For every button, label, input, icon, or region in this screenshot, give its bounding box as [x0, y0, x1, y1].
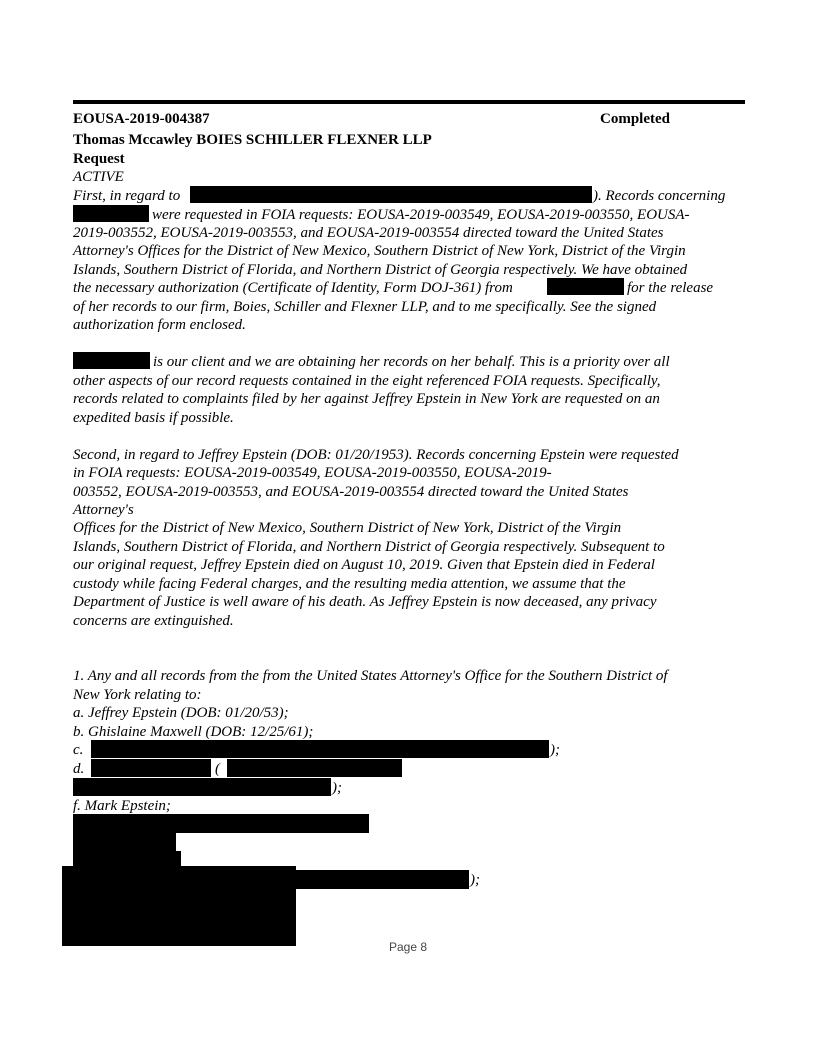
- header-rule: [73, 100, 745, 104]
- para3-line9: Department of Justice is well aware of his death. As Jeffrey Epstein is now deceased, any privacy: [73, 594, 657, 610]
- redaction-box: [73, 814, 369, 833]
- redaction-box: [62, 866, 296, 946]
- para3-line7: our original request, Jeffrey Epstein died on August 10, 2019. Given that Epstein died in Federal: [73, 557, 655, 573]
- para2-line2: other aspects of our record requests contained in the eight referenced FOIA requests. Specifically,: [73, 373, 661, 389]
- para1-line5: Islands, Southern District of Florida, and Northern District of Georgia respectively. We have obtained: [73, 262, 688, 278]
- list-item-d-paren: (: [215, 761, 220, 777]
- list-item-a: a. Jeffrey Epstein (DOB: 01/20/53);: [73, 705, 289, 721]
- para1-line6-end: for the release: [627, 280, 714, 296]
- list-item-d-label: d.: [73, 761, 85, 777]
- page-number: Page 8: [388, 940, 428, 954]
- list-intro-line1: 1. Any and all records from the from the United States Attorney's Office for the Southern District of: [73, 668, 668, 684]
- redaction-box: [296, 870, 469, 889]
- list-item-c-label: c.: [73, 742, 84, 758]
- para1-line1: [73, 187, 180, 205]
- request-id: EOUSA-2019-004387: [73, 111, 210, 127]
- para3-line8: custody while facing Federal charges, and the resulting media attention, we assume that the: [73, 576, 626, 592]
- record-type: Request: [73, 151, 125, 167]
- status-label: Completed: [600, 111, 670, 127]
- para1-line8: authorization form enclosed.: [73, 317, 246, 333]
- requester-name: Thomas Mccawley BOIES SCHILLER FLEXNER LLP: [73, 132, 432, 148]
- list-item-f: f. Mark Epstein;: [73, 798, 171, 814]
- para2-line3: records related to complaints filed by her against Jeffrey Epstein in New York are requested on an: [73, 391, 660, 407]
- redaction-box: [73, 352, 150, 369]
- list-item-c-end: );: [550, 742, 560, 758]
- para3-line3: 003552, EOUSA-2019-003553, and EOUSA-2019-003554 directed toward the United States: [73, 484, 629, 500]
- para1-line2: were requested in FOIA requests: EOUSA-2019-003549, EOUSA-2019-003550, EOUSA-: [152, 207, 690, 223]
- list-item-d-end: );: [332, 780, 342, 796]
- redaction-box: [91, 740, 549, 758]
- list-item-g-end: );: [470, 872, 480, 888]
- para3-line4: Attorney's: [73, 502, 134, 518]
- para1-line7: of her records to our firm, Boies, Schiller and Flexner LLP, and to me specifically. See the signed: [73, 299, 657, 315]
- redaction-box: [73, 833, 176, 851]
- redaction-box: [91, 759, 211, 777]
- para1-line1-start: First, in regard to: [73, 188, 181, 204]
- redaction-box: [190, 186, 592, 203]
- request-state: ACTIVE: [73, 169, 124, 185]
- para2-line1: is our client and we are obtaining her records on her behalf. This is a priority over all: [153, 354, 670, 370]
- redaction-box: [73, 778, 331, 796]
- para1-line3: 2019-003552, EOUSA-2019-003553, and EOUSA-2019-003554 directed toward the United States: [73, 225, 664, 241]
- list-intro-line2: New York relating to:: [73, 687, 202, 703]
- redaction-box: [227, 759, 402, 777]
- para3-line2: in FOIA requests: EOUSA-2019-003549, EOUSA-2019-003550, EOUSA-2019-: [73, 465, 552, 481]
- para3-line6: Islands, Southern District of Florida, and Northern District of Georgia respectively. Subsequent to: [73, 539, 665, 555]
- para2-line4: expedited basis if possible.: [73, 410, 234, 426]
- para3-line10: concerns are extinguished.: [73, 613, 234, 629]
- list-item-b: b. Ghislaine Maxwell (DOB: 12/25/61);: [73, 724, 314, 740]
- redaction-box: [73, 205, 149, 222]
- redaction-box: [547, 278, 624, 295]
- para1-line4: Attorney's Offices for the District of New Mexico, Southern District of New York, District of the Virgin: [73, 243, 686, 259]
- para3-line1: Second, in regard to Jeffrey Epstein (DOB: 01/20/1953). Records concerning Epstein were requested: [73, 447, 679, 463]
- para1-line6-start: the necessary authorization (Certificate of Identity, Form DOJ-361) from: [73, 280, 513, 296]
- para1-line1-end: ). Records concerning: [593, 188, 726, 204]
- para3-line5: Offices for the District of New Mexico, Southern District of New York, District of the Virgin: [73, 520, 622, 536]
